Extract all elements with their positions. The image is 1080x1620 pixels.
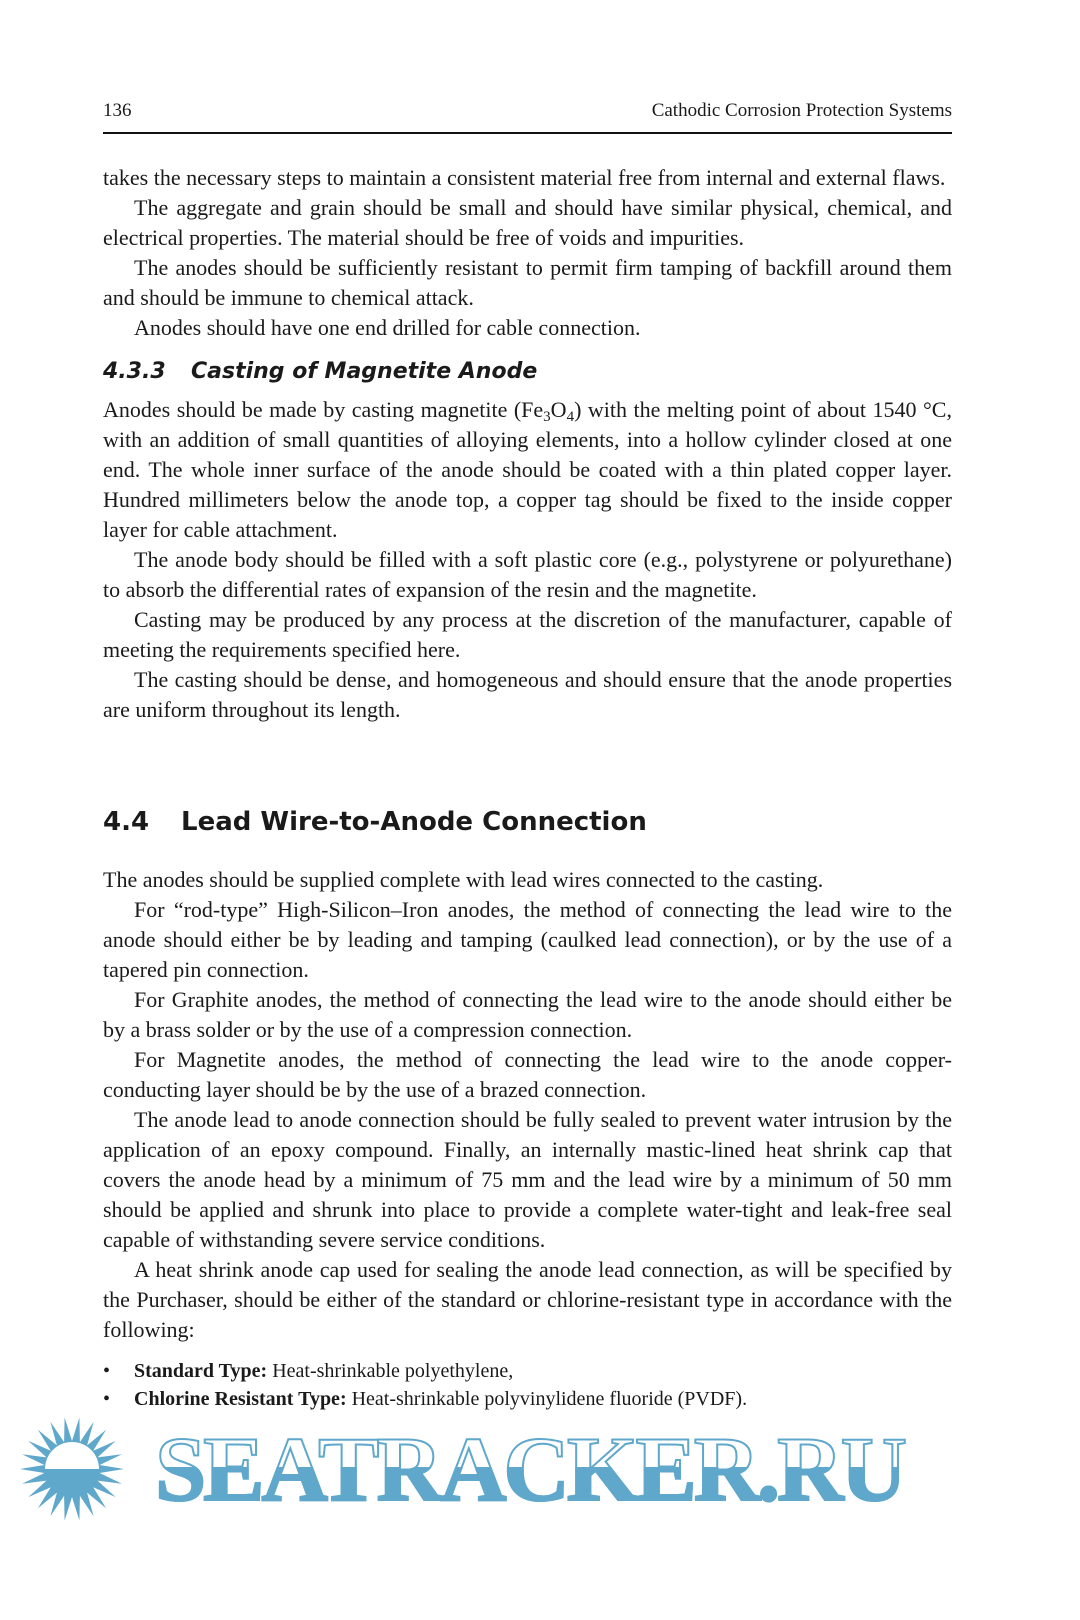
item-label: Chlorine Resistant Type: (134, 1388, 347, 1410)
text: Anodes should be made by casting magnetite (Fe (103, 397, 544, 422)
paragraph: The anode body should be filled with a soft plastic core (e.g., polystyrene or polyurethane) to absorb the differential rates of expansion of the resin and the magnetite. (103, 547, 952, 602)
paragraph: The casting should be dense, and homogeneous and should ensure that the anode properties are uniform throughout its length. (103, 667, 952, 722)
paragraph: The anode lead to anode connection should be fully sealed to prevent water intrusion by the application of an epoxy compound. Finally, an internally mastic-lined heat shrink cap that covers the anode head by a minimum of 75 mm and the lead wire by a minimum of 50 mm should be applied and shrunk into place to provide a complete water-tight and leak-free seal capable of withstanding severe service conditions. (103, 1107, 952, 1252)
paragraph: Casting may be produced by any process at the discretion of the manufacturer, capable of meeting the requirements specified here. (103, 607, 952, 662)
subscript: 3 (543, 409, 551, 425)
paragraph: takes the necessary steps to maintain a consistent material free from internal and external flaws. (103, 165, 946, 190)
item-label: Standard Type: (134, 1360, 268, 1382)
text: O (550, 397, 567, 422)
paragraph: The aggregate and grain should be small and should have similar physical, chemical, and electrical properties. The material should be free of voids and impurities. (103, 195, 952, 250)
paragraph: The anodes should be sufficiently resistant to permit firm tamping of backfill around them and should be immune to chemical attack. (103, 255, 952, 310)
subscript: 4 (566, 409, 575, 425)
item-text: Heat-shrinkable polyethylene, (267, 1360, 514, 1382)
bullet-list (103, 1357, 952, 1413)
paragraph: The anodes should be supplied complete with lead wires connected to the casting. (103, 867, 824, 892)
running-header (103, 100, 952, 122)
paragraph: For Magnetite anodes, the method of connecting the lead wire to the anode copper-conducting layer should be by the use of a brazed connection. (103, 1047, 952, 1102)
page-number: 136 (103, 100, 132, 121)
paragraph: A heat shrink anode cap used for sealing the anode lead connection, as will be specified by the Purchaser, should be either of the standard or chlorine-resistant type in accordance with the following: (103, 1257, 952, 1342)
paragraph: For Graphite anodes, the method of connecting the lead wire to the anode should either be by a brass solder or by the use of a compression connection. (103, 987, 952, 1042)
paragraph: Anodes should have one end drilled for cable connection. (134, 315, 641, 340)
paragraph (103, 395, 952, 545)
body-block-1 (103, 163, 952, 343)
watermark (0, 1417, 1080, 1521)
text: ) with the melting point of about 1540 °C, with an addition of small quantities of alloying elements, into a hollow cylinder closed at one end. The whole inner surface of the anode should be coated with a thin plated copper layer. Hundred millimeters below the anode top, a copper tag should be fixed to the inside copper layer for cable attachment. (103, 397, 952, 542)
section-title: Casting of Magnetite Anode (191, 359, 538, 384)
page-body (103, 163, 952, 1521)
item-text: Heat-shrinkable polyvinylidene fluoride (PVDF). (346, 1388, 748, 1410)
running-title: Cathodic Corrosion Protection Systems (651, 100, 952, 121)
header-rule (103, 132, 952, 134)
bullet-marker: • (103, 1360, 111, 1382)
section-title: Lead Wire-to-Anode Connection (181, 807, 647, 837)
section-heading-4-3-3 (103, 357, 952, 387)
watermark-sun-icon (0, 1417, 150, 1521)
body-block-3 (103, 865, 952, 1345)
section-heading-4-4 (103, 805, 952, 839)
bullet-marker: • (103, 1388, 111, 1410)
section-number: 4.3.3 (103, 359, 166, 384)
paragraph: For “rod-type” High-Silicon–Iron anodes, the method of connecting the lead wire to the anode should either be by leading and tamping (caulked lead connection), or by the use of a tapered pin connection. (103, 897, 952, 982)
body-block-2 (103, 395, 952, 725)
list-item (103, 1385, 952, 1413)
watermark-text: SEATRACKER.RU (155, 1418, 905, 1520)
section-number: 4.4 (103, 807, 150, 837)
list-item (103, 1357, 952, 1385)
